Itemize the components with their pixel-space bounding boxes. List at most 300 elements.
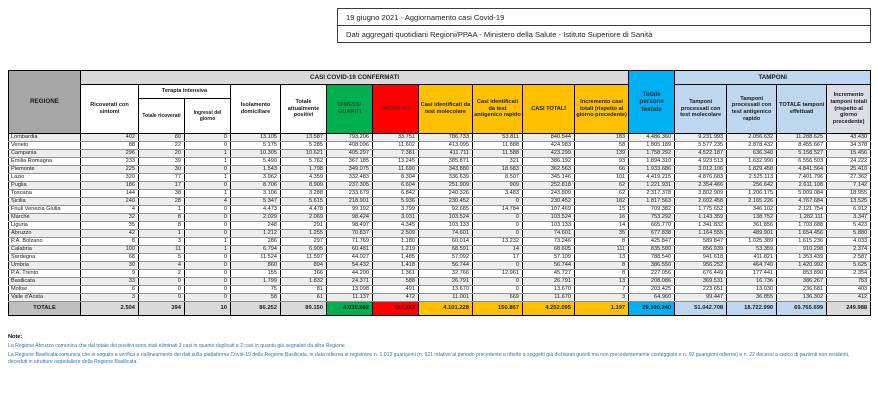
cell-tamponi-molecolare: 856.939 (675, 246, 727, 254)
cell-ti-ingressi-del-giorno: 0 (185, 286, 231, 294)
cell-casi-test-molecolare: 13.670 (419, 286, 473, 294)
cell-incremento-tamponi: 403 (827, 286, 871, 294)
cell-ricoverati-con-sintomi: 100 (81, 246, 139, 254)
cell-tamponi-molecolare: 99.447 (675, 294, 727, 302)
total-totale-tamponi: 69.765.699 (777, 302, 827, 316)
cell-casi-totali: 423.299 (523, 150, 575, 158)
cell-ricoverati-con-sintomi: 4 (81, 206, 139, 214)
total-tamponi-antigenico: 18.722.990 (727, 302, 777, 316)
cell-totale-attualmente-positivi: 6.905 (281, 246, 327, 254)
cell-totale-attualmente-positivi: 81 (281, 286, 327, 294)
cell-casi-totali: 345.146 (523, 174, 575, 182)
cell-tamponi-antigenico: 138.752 (727, 214, 777, 222)
cell-tamponi-molecolare: 4.522.187 (675, 150, 727, 158)
report-title: 19 giugno 2021 - Aggiornamento casi Covid-19 (337, 8, 871, 26)
cell-tamponi-molecolare: 2.354.466 (675, 182, 727, 190)
cell-casi-test-antigenico: 0 (473, 214, 523, 222)
cell-incremento-casi-totali: 93 (575, 158, 629, 166)
cell-totale-attualmente-positivi: 1.798 (281, 166, 327, 174)
cell-ricoverati-con-sintomi: 30 (81, 262, 139, 270)
cell-casi-test-antigenico: 14.784 (473, 206, 523, 214)
col-header-deceduti: DECEDUTI (373, 85, 419, 134)
cell-totale-persone-testate: 386.550 (629, 262, 675, 270)
cell-tamponi-molecolare: 4.876.683 (675, 174, 727, 182)
cell-tamponi-molecolare: 956.252 (675, 262, 727, 270)
cell-dimessi-guariti: 24.371 (327, 278, 373, 286)
cell-casi-test-molecolare: 92.685 (419, 206, 473, 214)
note-abruzzo: La Regione Abruzzo comunica che dal totale dei positivi sono stati eliminati 3 casi in quanto duplicati e 2 casi in quanto già segnalati da altra Regione. (8, 343, 347, 349)
cell-casi-totali: 252.818 (523, 182, 575, 190)
totals-label: TOTALE (9, 302, 81, 316)
total-casi-totali: 4.252.095 (523, 302, 575, 316)
cell-ti-totale-ricoverati: 1 (139, 230, 185, 238)
col-header-totale-persone-testate: Totale persone testate (629, 71, 675, 134)
cell-regione: Basilicata (9, 278, 81, 286)
cell-incremento-tamponi: 4.033 (827, 238, 871, 246)
cell-ti-totale-ricoverati: 22 (139, 142, 185, 150)
cell-casi-totali: 57.109 (523, 254, 575, 262)
cell-incremento-tamponi: 24.222 (827, 158, 871, 166)
cell-deceduti: 5.936 (373, 198, 419, 206)
cell-deceduti: 491 (373, 286, 419, 294)
cell-isolamento-domiciliare: 860 (231, 262, 281, 270)
cell-incremento-tamponi: 2.587 (827, 254, 871, 262)
cell-tamponi-antigenico: 636.340 (727, 150, 777, 158)
cell-ricoverati-con-sintomi: 42 (81, 230, 139, 238)
cell-regione: Lombardia (9, 134, 81, 142)
cell-ti-totale-ricoverati: 17 (139, 182, 185, 190)
cell-deceduti: 1.485 (373, 254, 419, 262)
cell-tamponi-antigenico: 1.206.175 (727, 190, 777, 198)
cell-ti-totale-ricoverati: 8 (139, 222, 185, 230)
cell-dimessi-guariti: 54.432 (327, 262, 373, 270)
cell-casi-test-antigenico: 3.483 (473, 190, 523, 198)
cell-dimessi-guariti: 60.481 (327, 246, 373, 254)
col-header-isolamento-domiciliare: Isolamento domiciliare (231, 85, 281, 134)
cell-tamponi-molecolare: 3.802.909 (675, 190, 727, 198)
cell-ti-totale-ricoverati: 30 (139, 166, 185, 174)
cell-casi-test-molecolare: 74.601 (419, 230, 473, 238)
cell-totale-persone-testate: 1.894.310 (629, 158, 675, 166)
cell-totale-tamponi: 1.703.688 (777, 222, 827, 230)
cell-totale-tamponi: 1.282.111 (777, 214, 827, 222)
cell-tamponi-molecolare: 2.602.458 (675, 198, 727, 206)
cell-tamponi-antigenico: 361.856 (727, 222, 777, 230)
cell-totale-persone-testate: 665.770 (629, 222, 675, 230)
group-header-casi-confermati: CASI COVID-19 CONFERMATI (81, 71, 629, 85)
cell-casi-totali: 45.727 (523, 270, 575, 278)
cell-regione: P.A. Trento (9, 270, 81, 278)
cell-ti-totale-ricoverati: 0 (139, 286, 185, 294)
cell-casi-test-antigenico: 12.961 (473, 270, 523, 278)
cell-ti-totale-ricoverati: 80 (139, 134, 185, 142)
cell-ricoverati-con-sintomi: 33 (81, 278, 139, 286)
cell-casi-test-molecolare: 57.092 (419, 254, 473, 262)
total-incremento-tamponi: 249.988 (827, 302, 871, 316)
cell-casi-totali: 424.983 (523, 142, 575, 150)
cell-incremento-tamponi: 2.354 (827, 270, 871, 278)
cell-totale-persone-testate: 1.758.292 (629, 150, 675, 158)
col-header-regione: REGIONE (9, 71, 81, 134)
cell-tamponi-antigenico: 1.829.458 (727, 166, 777, 174)
cell-casi-test-antigenico: 909 (473, 182, 523, 190)
cell-incremento-casi-totali: 7 (575, 286, 629, 294)
cell-incremento-casi-totali: 62 (575, 190, 629, 198)
cell-totale-tamponi: 2.121.754 (777, 206, 827, 214)
cell-totale-attualmente-positivi: 11.597 (281, 254, 327, 262)
cell-casi-test-molecolare: 11.001 (419, 294, 473, 302)
cell-tamponi-antigenico: 2.056.632 (727, 134, 777, 142)
cell-casi-totali: 13.670 (523, 286, 575, 294)
cell-totale-persone-testate: 203.425 (629, 286, 675, 294)
cell-ricoverati-con-sintomi: 225 (81, 166, 139, 174)
cell-incremento-tamponi: 5.423 (827, 222, 871, 230)
cell-totale-attualmente-positivi: 2.069 (281, 214, 327, 222)
cell-ti-totale-ricoverati: 28 (139, 198, 185, 206)
cell-casi-totali: 73.246 (523, 238, 575, 246)
cell-casi-test-antigenico: 14 (473, 246, 523, 254)
col-header-ti-totale-ricoverati: Totale ricoverati (139, 99, 185, 134)
cell-ricoverati-con-sintomi: 88 (81, 142, 139, 150)
cell-totale-tamponi: 4.767.684 (777, 198, 827, 206)
cell-ti-ingressi-del-giorno: 1 (185, 190, 231, 198)
cell-incremento-tamponi: 15.456 (827, 150, 871, 158)
cell-ti-totale-ricoverati: 1 (139, 206, 185, 214)
cell-casi-test-molecolare: 251.909 (419, 182, 473, 190)
cell-deceduti: 3.031 (373, 214, 419, 222)
table-row (9, 238, 871, 246)
cell-tamponi-molecolare: 5.577.235 (675, 142, 727, 150)
cell-incremento-casi-totali: 111 (575, 246, 629, 254)
total-ti-ingressi-del-giorno: 10 (185, 302, 231, 316)
cell-deceduti: 588 (373, 278, 419, 286)
cell-deceduti: 11.690 (373, 166, 419, 174)
cell-casi-totali: 107.469 (523, 206, 575, 214)
cell-isolamento-domiciliare: 286 (231, 238, 281, 246)
cell-casi-totali: 362.563 (523, 166, 575, 174)
cell-incremento-casi-totali: 15 (575, 206, 629, 214)
covid-data-table (8, 70, 871, 316)
cell-casi-test-antigenico: 0 (473, 222, 523, 230)
cell-totale-persone-testate: 677.838 (629, 230, 675, 238)
col-header-totale-tamponi: TOTALE tamponi effettuati (777, 85, 827, 134)
cell-isolamento-domiciliare: 58 (231, 294, 281, 302)
cell-tamponi-antigenico: 36.855 (727, 294, 777, 302)
cell-totale-tamponi: 910.298 (777, 246, 827, 254)
cell-incremento-tamponi: 753 (827, 278, 871, 286)
cell-regione: Friuli Venezia Giulia (9, 206, 81, 214)
table-row (9, 166, 871, 174)
cell-isolamento-domiciliare: 6.794 (231, 246, 281, 254)
col-header-incremento-tamponi: Incremento tamponi totali (rispetto al giorno precedente) (827, 85, 871, 134)
col-header-tamponi-molecolare: Tamponi processati con test molecolare (675, 85, 727, 134)
cell-deceduti: 3.799 (373, 206, 419, 214)
cell-incremento-casi-totali: 62 (575, 182, 629, 190)
cell-ti-totale-ricoverati: 39 (139, 158, 185, 166)
cell-ricoverati-con-sintomi: 68 (81, 254, 139, 262)
cell-regione: Marche (9, 214, 81, 222)
cell-dimessi-guariti: 71.769 (327, 238, 373, 246)
cell-totale-tamponi: 5.009.084 (777, 190, 827, 198)
cell-casi-test-molecolare: 413.095 (419, 142, 473, 150)
table-row (9, 294, 871, 302)
cell-totale-persone-testate: 709.382 (629, 206, 675, 214)
cell-incremento-casi-totali: 35 (575, 230, 629, 238)
table-row (9, 158, 871, 166)
cell-tamponi-antigenico: 346.102 (727, 206, 777, 214)
total-totale-attualmente-positivi: 89.150 (281, 302, 327, 316)
cell-regione: Umbria (9, 262, 81, 270)
cell-casi-totali: 840.544 (523, 134, 575, 142)
total-ricoverati-con-sintomi: 2.504 (81, 302, 139, 316)
cell-isolamento-domiciliare: 10.305 (231, 150, 281, 158)
cell-tamponi-antigenico: 1.632.990 (727, 158, 777, 166)
group-header-tamponi: TAMPONI (675, 71, 871, 85)
cell-tamponi-antigenico: 16.736 (727, 278, 777, 286)
cell-deceduti: 2.509 (373, 230, 419, 238)
cell-regione: Calabria (9, 246, 81, 254)
cell-tamponi-molecolare: 223.651 (675, 286, 727, 294)
cell-ti-totale-ricoverati: 8 (139, 214, 185, 222)
cell-ti-totale-ricoverati: 2 (139, 270, 185, 278)
cell-regione: Toscana (9, 190, 81, 198)
cell-ti-totale-ricoverati: 11 (139, 246, 185, 254)
cell-totale-persone-testate: 4.486.360 (629, 134, 675, 142)
cell-tamponi-molecolare: 941.618 (675, 254, 727, 262)
col-header-casi-test-molecolare: Casi identificati da test molecolare (419, 85, 473, 134)
cell-totale-persone-testate: 2.317.378 (629, 190, 675, 198)
cell-regione: Veneto (9, 142, 81, 150)
cell-ricoverati-con-sintomi: 233 (81, 158, 139, 166)
cell-incremento-casi-totali: 8 (575, 270, 629, 278)
cell-incremento-tamponi: 13.525 (827, 198, 871, 206)
cell-casi-totali: 26.791 (523, 278, 575, 286)
table-row (9, 262, 871, 270)
cell-casi-test-antigenico: 8.507 (473, 174, 523, 182)
cell-totale-attualmente-positivi: 291 (281, 222, 327, 230)
table-row (9, 278, 871, 286)
cell-ti-ingressi-del-giorno: 0 (185, 294, 231, 302)
table-row (9, 142, 871, 150)
cell-isolamento-domiciliare: 248 (231, 222, 281, 230)
cell-casi-test-antigenico: 0 (473, 286, 523, 294)
cell-totale-tamponi: 4.841.564 (777, 166, 827, 174)
cell-tamponi-antigenico: 53.359 (727, 246, 777, 254)
total-totale-persone-testate: 29.100.240 (629, 302, 675, 316)
table-row (9, 214, 871, 222)
cell-incremento-casi-totali: 8 (575, 238, 629, 246)
cell-casi-test-antigenico: 321 (473, 158, 523, 166)
cell-tamponi-antigenico: 489.901 (727, 230, 777, 238)
cell-dimessi-guariti: 99.192 (327, 206, 373, 214)
cell-regione: Puglia (9, 182, 81, 190)
cell-ti-ingressi-del-giorno: 0 (185, 182, 231, 190)
cell-dimessi-guariti: 367.185 (327, 158, 373, 166)
cell-dimessi-guariti: 44.200 (327, 270, 373, 278)
cell-regione: Emilia Romagna (9, 158, 81, 166)
table-row (9, 182, 871, 190)
cell-ti-ingressi-del-giorno: 0 (185, 134, 231, 142)
notes-section (8, 334, 858, 368)
cell-casi-test-molecolare: 32.766 (419, 270, 473, 278)
cell-totale-attualmente-positivi: 4.478 (281, 206, 327, 214)
table-row (9, 230, 871, 238)
cell-incremento-casi-totali: 14 (575, 222, 629, 230)
cell-regione: Liguria (9, 222, 81, 230)
cell-regione: Sardegna (9, 254, 81, 262)
cell-dimessi-guariti: 793.206 (327, 134, 373, 142)
cell-ti-ingressi-del-giorno: 1 (185, 174, 231, 182)
cell-casi-totali: 386.192 (523, 158, 575, 166)
total-casi-test-antigenico: 150.867 (473, 302, 523, 316)
cell-tamponi-molecolare: 3.012.106 (675, 166, 727, 174)
col-header-totale-attualmente-positivi: Totale attualmente positivi (281, 85, 327, 134)
report-header (337, 8, 871, 43)
cell-isolamento-domiciliare: 1.543 (231, 166, 281, 174)
totals-row (9, 302, 871, 316)
cell-ti-ingressi-del-giorno: 0 (185, 262, 231, 270)
cell-tamponi-molecolare: 9.231.993 (675, 134, 727, 142)
cell-totale-tamponi: 1.615.236 (777, 238, 827, 246)
cell-ti-ingressi-del-giorno: 0 (185, 214, 231, 222)
cell-incremento-casi-totali: 139 (575, 150, 629, 158)
cell-deceduti: 472 (373, 294, 419, 302)
cell-casi-totali: 103.133 (523, 222, 575, 230)
cell-regione: Abruzzo (9, 230, 81, 238)
cell-tamponi-antigenico: 1.025.389 (727, 238, 777, 246)
cell-ti-totale-ricoverati: 38 (139, 190, 185, 198)
cell-ti-ingressi-del-giorno: 1 (185, 246, 231, 254)
cell-regione: P.A. Bolzano (9, 238, 81, 246)
cell-totale-tamponi: 5.158.527 (777, 150, 827, 158)
cell-deceduti: 7.381 (373, 150, 419, 158)
cell-ti-ingressi-del-giorno: 1 (185, 158, 231, 166)
cell-casi-totali: 11.670 (523, 294, 575, 302)
cell-ti-ingressi-del-giorno: 0 (185, 278, 231, 286)
cell-incremento-tamponi: 3.347 (827, 214, 871, 222)
cell-isolamento-domiciliare: 75 (231, 286, 281, 294)
cell-dimessi-guariti: 237.305 (327, 182, 373, 190)
cell-incremento-casi-totali: 58 (575, 142, 629, 150)
cell-isolamento-domiciliare: 8.706 (231, 182, 281, 190)
col-header-incremento-casi-totali: Incremento casi totali (rispetto al giorno precedente) (575, 85, 629, 134)
table-row (9, 206, 871, 214)
cell-incremento-tamponi: 412 (827, 294, 871, 302)
cell-deceduti: 8.304 (373, 174, 419, 182)
cell-totale-tamponi: 7.401.796 (777, 174, 827, 182)
col-header-casi-test-antigenico: Casi identificati da test antigenico rapido (473, 85, 523, 134)
cell-totale-persone-testate: 1.221.931 (629, 182, 675, 190)
cell-deceduti: 4.345 (373, 222, 419, 230)
cell-deceduti: 1.418 (373, 262, 419, 270)
cell-isolamento-domiciliare: 3.106 (231, 190, 281, 198)
cell-totale-attualmente-positivi: 13.587 (281, 134, 327, 142)
cell-regione: Valle d'Aosta (9, 294, 81, 302)
cell-tamponi-molecolare: 4.923.513 (675, 158, 727, 166)
cell-deceduti: 6.604 (373, 182, 419, 190)
cell-incremento-tamponi: 5.880 (827, 230, 871, 238)
cell-dimessi-guariti: 218.901 (327, 198, 373, 206)
cell-casi-test-molecolare: 103.524 (419, 214, 473, 222)
cell-totale-persone-testate: 208.086 (629, 278, 675, 286)
cell-regione: Piemonte (9, 166, 81, 174)
cell-tamponi-antigenico: 2.525.113 (727, 174, 777, 182)
cell-totale-persone-testate: 64.960 (629, 294, 675, 302)
cell-ti-ingressi-del-giorno: 1 (185, 238, 231, 246)
cell-incremento-casi-totali: 101 (575, 174, 629, 182)
cell-totale-attualmente-positivi: 5.762 (281, 158, 327, 166)
cell-dimessi-guariti: 11.137 (327, 294, 373, 302)
cell-casi-totali: 230.452 (523, 198, 575, 206)
cell-totale-attualmente-positivi: 61 (281, 294, 327, 302)
cell-dimessi-guariti: 408.096 (327, 142, 373, 150)
cell-tamponi-antigenico: 177.441 (727, 270, 777, 278)
cell-incremento-casi-totali: 183 (575, 134, 629, 142)
table-row (9, 254, 871, 262)
cell-casi-test-molecolare: 786.733 (419, 134, 473, 142)
cell-isolamento-domiciliare: 2.029 (231, 214, 281, 222)
cell-totale-attualmente-positivi: 3.288 (281, 190, 327, 198)
cell-deceduti: 6.842 (373, 190, 419, 198)
cell-incremento-tamponi: 7.142 (827, 182, 871, 190)
col-header-casi-totali: CASI TOTALI (523, 85, 575, 134)
cell-ti-ingressi-del-giorno: 0 (185, 206, 231, 214)
cell-regione: Lazio (9, 174, 81, 182)
cell-casi-test-molecolare: 26.791 (419, 278, 473, 286)
cell-totale-tamponi: 1.654.456 (777, 230, 827, 238)
cell-totale-persone-testate: 227.056 (629, 270, 675, 278)
col-header-ricoverati-con-sintomi: Ricoverati con sintomi (81, 85, 139, 134)
cell-totale-persone-testate: 1.933.686 (629, 166, 675, 174)
cell-dimessi-guariti: 405.297 (327, 150, 373, 158)
cell-casi-test-molecolare: 343.880 (419, 166, 473, 174)
cell-ti-ingressi-del-giorno: 0 (185, 270, 231, 278)
cell-tamponi-molecolare: 1.164.555 (675, 230, 727, 238)
table-row (9, 222, 871, 230)
cell-casi-test-molecolare: 336.639 (419, 174, 473, 182)
cell-tamponi-molecolare: 1.775.652 (675, 206, 727, 214)
total-incremento-casi-totali: 1.197 (575, 302, 629, 316)
cell-ricoverati-con-sintomi: 32 (81, 214, 139, 222)
cell-totale-attualmente-positivi: 5.615 (281, 198, 327, 206)
cell-ricoverati-con-sintomi: 186 (81, 182, 139, 190)
cell-incremento-casi-totali: 66 (575, 166, 629, 174)
cell-regione: Campania (9, 150, 81, 158)
cell-isolamento-domiciliare: 155 (231, 270, 281, 278)
cell-incremento-tamponi: 43.430 (827, 134, 871, 142)
cell-casi-test-molecolare: 230.452 (419, 198, 473, 206)
cell-ti-ingressi-del-giorno: 0 (185, 222, 231, 230)
cell-regione: Molise (9, 286, 81, 294)
cell-totale-persone-testate: 1.817.563 (629, 198, 675, 206)
cell-totale-attualmente-positivi: 10.621 (281, 150, 327, 158)
cell-incremento-tamponi: 6.912 (827, 206, 871, 214)
cell-isolamento-domiciliare: 1.799 (231, 278, 281, 286)
table-row (9, 246, 871, 254)
cell-ricoverati-con-sintomi: 402 (81, 134, 139, 142)
cell-casi-test-antigenico: 0 (473, 262, 523, 270)
group-header-terapia-intensiva: Terapia intensiva (139, 85, 231, 99)
cell-incremento-casi-totali: 8 (575, 262, 629, 270)
cell-casi-test-molecolare: 411.711 (419, 150, 473, 158)
cell-regione: Sicilia (9, 198, 81, 206)
table-header (9, 71, 871, 134)
cell-dimessi-guariti: 233.679 (327, 190, 373, 198)
cell-dimessi-guariti: 44.027 (327, 254, 373, 262)
cell-totale-tamponi: 853.890 (777, 270, 827, 278)
table-row (9, 134, 871, 142)
cell-ricoverati-con-sintomi: 3 (81, 294, 139, 302)
